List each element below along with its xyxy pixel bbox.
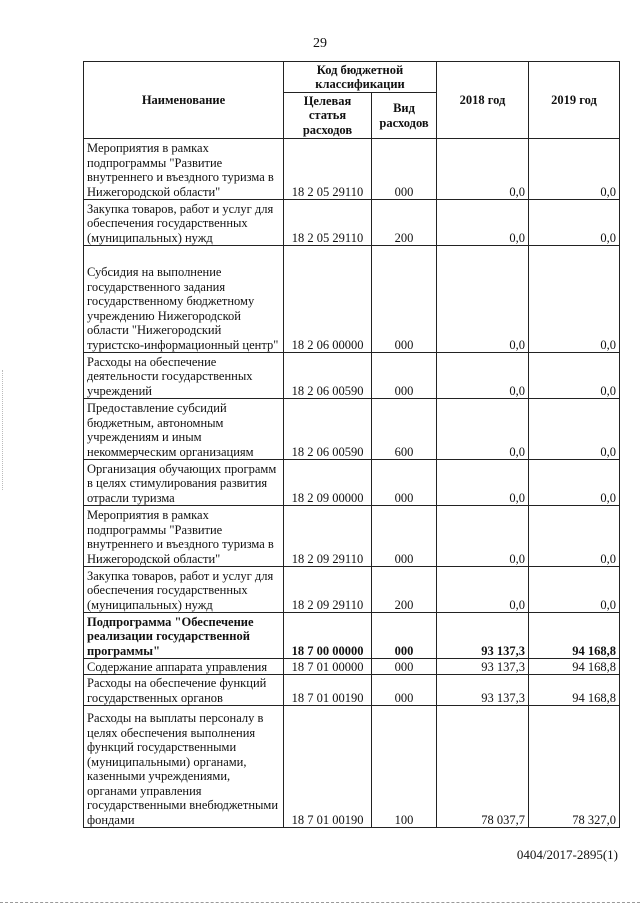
row-amount-2018: 0,0: [437, 460, 529, 506]
row-amount-2019: 78 327,0: [529, 706, 620, 828]
row-amount-2018: 93 137,3: [437, 659, 529, 675]
row-target-article: 18 7 00 00000: [284, 613, 372, 659]
table-row: [84, 613, 620, 659]
table-row: [84, 460, 620, 506]
table-row: [84, 506, 620, 567]
row-target-article: 18 2 06 00000: [284, 246, 372, 353]
row-target-article: 18 2 06 00590: [284, 399, 372, 460]
table-row: [84, 139, 620, 200]
row-amount-2018: 0,0: [437, 399, 529, 460]
row-amount-2019: 0,0: [529, 506, 620, 567]
row-amount-2018: 0,0: [437, 200, 529, 246]
row-expense-kind: 200: [372, 200, 437, 246]
header-name: Наименование: [84, 62, 284, 139]
row-amount-2018: 93 137,3: [437, 675, 529, 706]
row-target-article: 18 7 01 00000: [284, 659, 372, 675]
row-name: Расходы на обеспечение деятельности государственных учреждений: [84, 353, 284, 399]
row-amount-2019: 0,0: [529, 567, 620, 613]
row-expense-kind: 000: [372, 353, 437, 399]
row-amount-2018: 0,0: [437, 567, 529, 613]
row-name: Подпрограмма "Обеспечение реализации государственной программы": [84, 613, 284, 659]
row-target-article: 18 2 05 29110: [284, 139, 372, 200]
row-target-article: 18 7 01 00190: [284, 675, 372, 706]
row-target-article: 18 2 09 29110: [284, 506, 372, 567]
row-name: Содержание аппарата управления: [84, 659, 284, 675]
header-year-2018: 2018 год: [437, 62, 529, 139]
row-amount-2019: 94 168,8: [529, 659, 620, 675]
row-amount-2019: 0,0: [529, 246, 620, 353]
row-amount-2018: 0,0: [437, 246, 529, 353]
row-name: Мероприятия в рамках подпрограммы "Развитие внутреннего и въездного туризма в Нижегородской области": [84, 506, 284, 567]
header-expense-kind: Вид расходов: [372, 93, 437, 139]
row-target-article: 18 2 05 29110: [284, 200, 372, 246]
row-amount-2019: 0,0: [529, 139, 620, 200]
header-year-2019: 2019 год: [529, 62, 620, 139]
row-expense-kind: 100: [372, 706, 437, 828]
row-name: Предоставление субсидий бюджетным, автономным учреждениям и иным некоммерческим организациям: [84, 399, 284, 460]
table-row: [84, 246, 620, 353]
row-expense-kind: 200: [372, 567, 437, 613]
row-amount-2018: 78 037,7: [437, 706, 529, 828]
row-name: Мероприятия в рамках подпрограммы "Развитие внутреннего и въездного туризма в Нижегородской области": [84, 139, 284, 200]
row-amount-2018: 0,0: [437, 139, 529, 200]
row-target-article: 18 7 01 00190: [284, 706, 372, 828]
row-expense-kind: 000: [372, 460, 437, 506]
row-target-article: 18 2 09 00000: [284, 460, 372, 506]
row-name: Расходы на обеспечение функций государственных органов: [84, 675, 284, 706]
row-amount-2019: 94 168,8: [529, 675, 620, 706]
row-amount-2019: 0,0: [529, 460, 620, 506]
header-target-article: Целевая статья расходов: [284, 93, 372, 139]
row-amount-2018: 0,0: [437, 353, 529, 399]
row-name: Субсидия на выполнение государственного задания государственному бюджетному учреждению Нижегородской области "Нижегородский туристско-информационный центр": [84, 246, 284, 353]
row-expense-kind: 000: [372, 246, 437, 353]
page-number: 29: [313, 36, 327, 51]
table-row: [84, 399, 620, 460]
row-amount-2018: 93 137,3: [437, 613, 529, 659]
table-body: [84, 139, 620, 828]
table-row: [84, 706, 620, 828]
row-target-article: 18 2 09 29110: [284, 567, 372, 613]
document-code: 0404/2017-2895(1): [516, 847, 618, 862]
row-name: Расходы на выплаты персоналу в целях обеспечения выполнения функций государственными (муниципальными) органами, казенными учреждениями, органами управления государственными внебюджетными фондами: [84, 706, 284, 828]
table-row: [84, 200, 620, 246]
table-row: [84, 353, 620, 399]
row-expense-kind: 600: [372, 399, 437, 460]
row-expense-kind: 000: [372, 675, 437, 706]
row-target-article: 18 2 06 00590: [284, 353, 372, 399]
budget-table: [83, 61, 620, 828]
bottom-scan-line: [0, 902, 640, 903]
table-row: [84, 659, 620, 675]
row-expense-kind: 000: [372, 139, 437, 200]
row-name: Закупка товаров, работ и услуг для обеспечения государственных (муниципальных) нужд: [84, 567, 284, 613]
row-amount-2019: 0,0: [529, 200, 620, 246]
row-amount-2019: 0,0: [529, 399, 620, 460]
margin-scan-marks: [2, 370, 7, 490]
header-budget-classification: Код бюджетной классификации: [284, 62, 437, 93]
row-amount-2019: 0,0: [529, 353, 620, 399]
table-row: [84, 675, 620, 706]
row-name: Организация обучающих программ в целях стимулирования развития отрасли туризма: [84, 460, 284, 506]
table-row: [84, 567, 620, 613]
row-expense-kind: 000: [372, 659, 437, 675]
row-name: Закупка товаров, работ и услуг для обеспечения государственных (муниципальных) нужд: [84, 200, 284, 246]
row-amount-2018: 0,0: [437, 506, 529, 567]
row-amount-2019: 94 168,8: [529, 613, 620, 659]
row-expense-kind: 000: [372, 613, 437, 659]
table-header: [84, 62, 620, 139]
row-expense-kind: 000: [372, 506, 437, 567]
